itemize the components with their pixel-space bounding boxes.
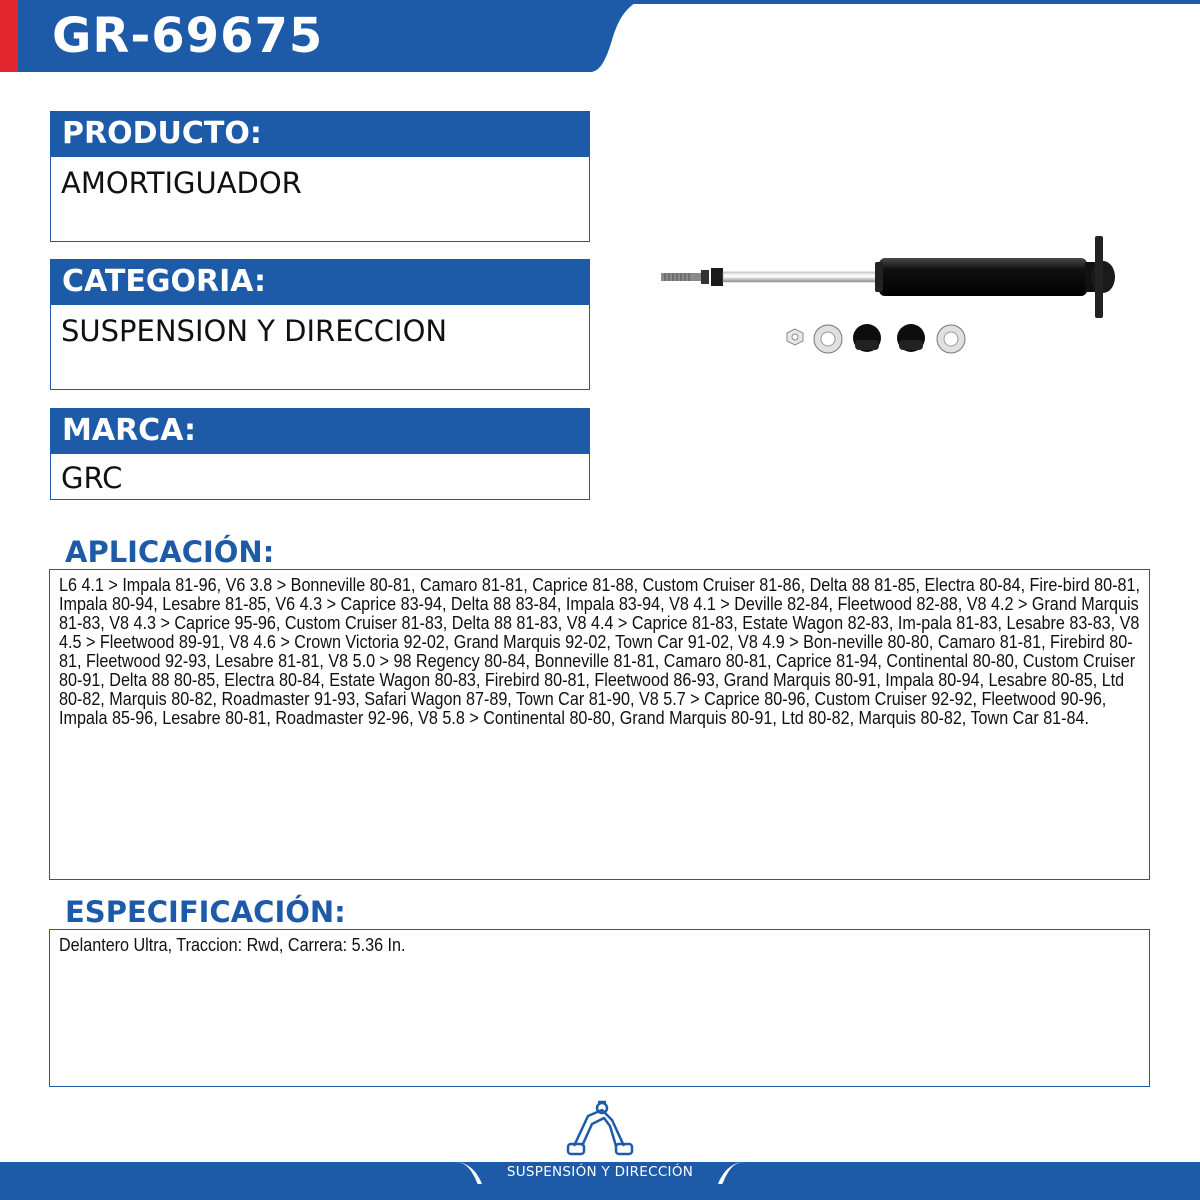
brand-label: MARCA: [50,408,590,454]
product-label: PRODUCTO: [50,111,590,157]
specification-text: Delantero Ultra, Traccion: Rwd, Carrera: 5.36 In. [59,934,406,955]
header-banner [0,0,1200,72]
bushing-hardware [787,324,965,353]
application-title: APLICACIÓN: [65,535,275,569]
part-number: GR-69675 [52,8,324,64]
footer-category-label: SUSPENSIÓN Y DIRECCIÓN [506,1164,694,1180]
category-label: CATEGORIA: [50,259,590,305]
application-box [49,569,1150,880]
footer-banner [0,1096,1200,1200]
brand-value: GRC [50,454,590,500]
category-value: SUSPENSION Y DIRECCION [50,305,590,390]
application-text: L6 4.1 > Impala 81-96, V6 3.8 > Bonneville 80-81, Camaro 81-81, Caprice 81-88, Custom Cruiser 81-86, Delta 88 81-85, Electra 80-84, Fire-bird 80-81, Impala 80-94, Lesabre 81-85, V6 4.3 > Caprice 83-94, Delta 88 83-84, Impala 83-94, V8 4.1 > Deville 82-84, Fleetwood 82-88, V8 4.2 > Grand Marquis 81-83, V8 4.3 > Caprice 95-96, Custom Cruiser 81-83, Delta 88 81-83, V8 4.4 > Caprice 81-83, Estate Wagon 82-83, Im-pala 81-83, Lesabre 83-83, V8 4.5 > Fleetwood 89-91, V8 4.6 > Crown Victoria 92-02, Grand Marquis 92-02, Town Car 91-02, V8 4.9 > Bon-neville 80-80, Camaro 81-81, Firebird 80-81, Fleetwood 92-93, Lesabre 81-81, V8 5.0 > 98 Regency 80-84, Bonneville 81-81, Camaro 80-81, Caprice 81-94, Continental 80-80, Custom Cruiser 80-91, Delta 88 80-85, Electra 80-84, Estate Wagon 80-83, Firebird 80-81, Fleetwood 86-93, Grand Marquis 80-91, Impala 80-94, Lesabre 80-85, Ltd 80-82, Marquis 80-82, Roadmaster 91-93, Safari Wagon 87-89, Town Car 81-90, V8 5.7 > Caprice 80-96, Custom Cruiser 92-92, Fleetwood 90-96, Impala 85-96, Lesabre 80-81, Roadmaster 92-96, V8 5.8 > Continental 80-80, Grand Marquis 80-91, Ltd 80-82, Marquis 80-82, Town Car 81-84. [59,574,1140,728]
shock-absorber-icon [655,232,1145,362]
footer-shape [0,1096,1200,1200]
product-image [655,232,1145,362]
control-arm-icon [568,1102,632,1154]
specification-box [49,929,1150,1087]
specification-title: ESPECIFICACIÓN: [65,895,346,929]
product-value: AMORTIGUADOR [50,157,590,242]
